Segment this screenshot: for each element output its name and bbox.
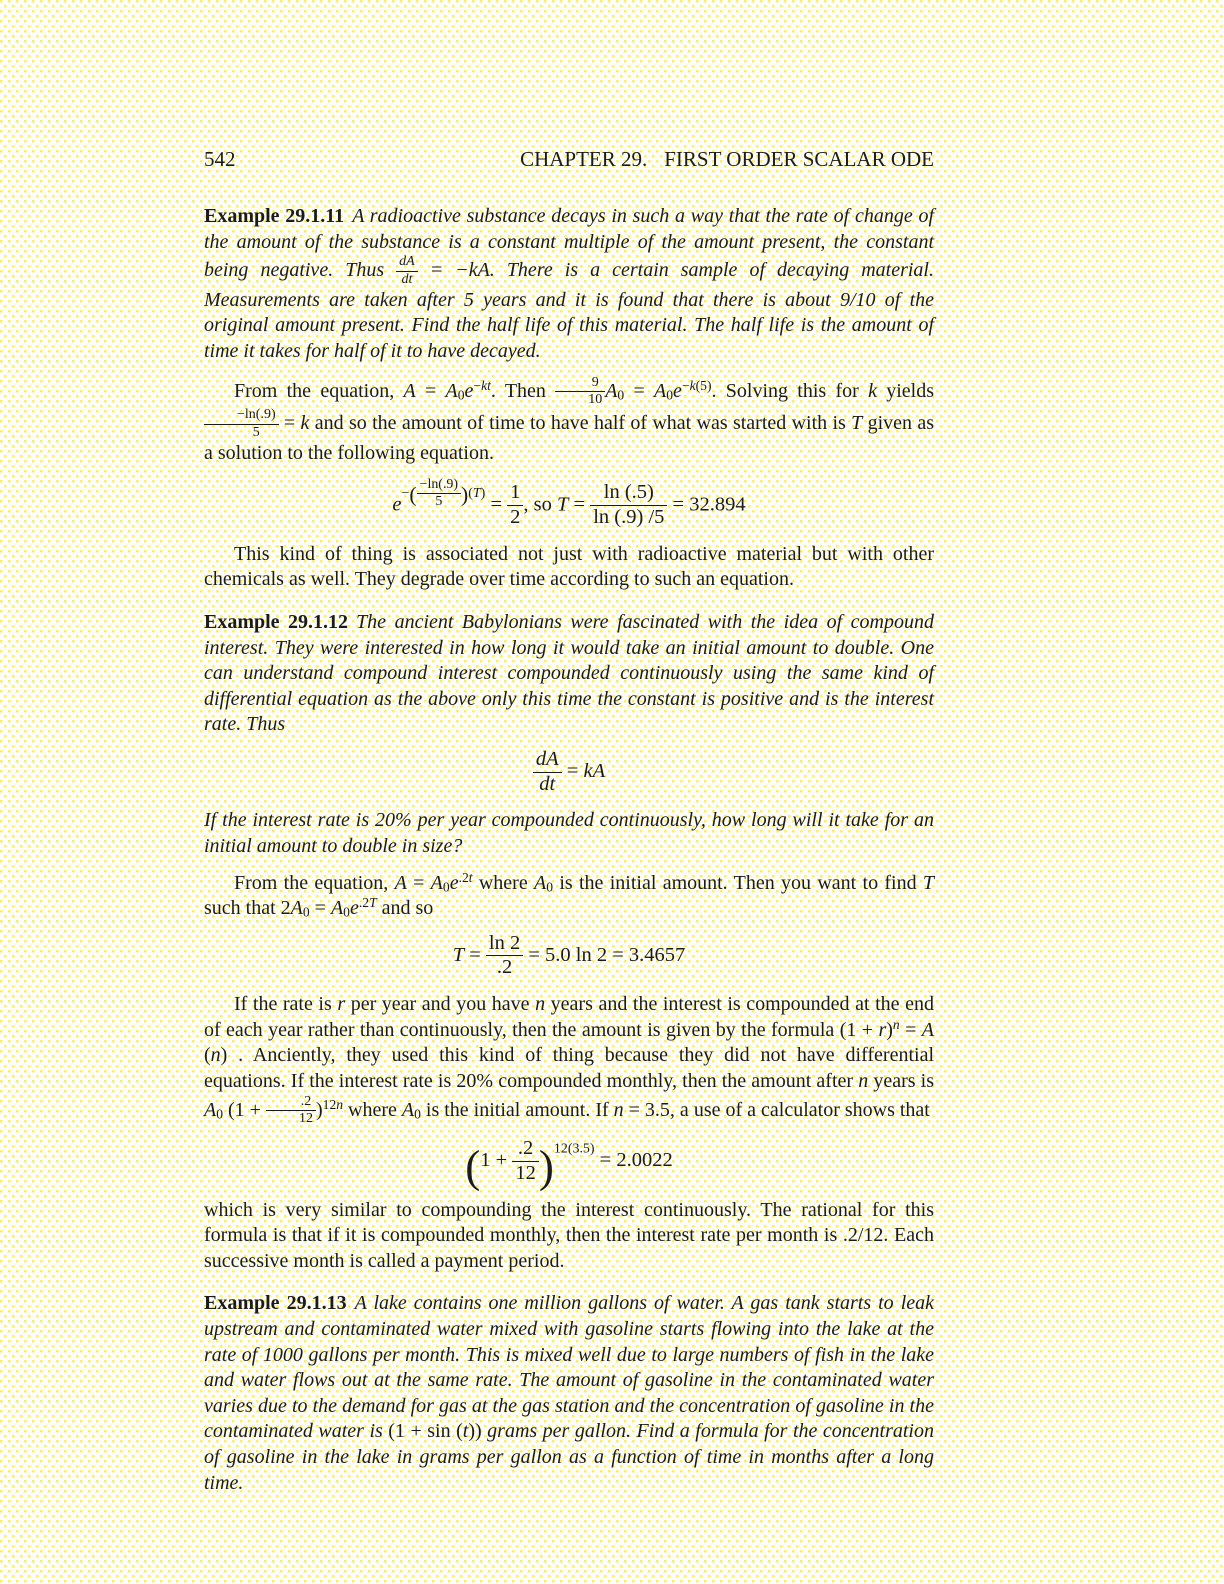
text-run: yields [876,379,934,402]
paragraph [204,204,934,365]
subscript: 0 [343,904,350,920]
italic-text: kt [481,377,491,393]
text-run: = [464,943,486,966]
italic-text: r [337,993,346,1016]
fraction-numerator [486,933,523,957]
italic-text: kA [583,759,606,782]
italic-text: T [851,412,863,435]
text-run: 9 [591,374,599,390]
italic-text: T [369,895,377,911]
paragraph [204,610,934,738]
text-run: From the equation, [234,871,395,894]
fraction-denominator [512,1162,539,1185]
italic-text: dA [399,254,415,270]
fraction-denominator [507,506,523,529]
fraction-numerator [555,376,605,393]
paragraph [204,992,934,1127]
paragraph [204,1291,934,1496]
text-run: If the rate is [234,993,338,1016]
text-run: 12 [515,1161,536,1184]
superscript [359,895,377,910]
page-header [204,148,934,171]
fraction-denominator [204,425,279,441]
example-label: Example 29.1.12 [204,610,349,633]
text-run: . Then [490,379,556,402]
italic-text: A lake contains one million gallons of water. A gas tank starts to leak upstream and contaminated water mixed with gasoline starts flowing into the lake at the rate of 1000 gallons per month. This is mixed well due to large numbers of fish in the lake and water flows out at the same rate. The amount of gasoline in the contaminated water varies due to the demand for gas at the gas station and the concentration of gasoline in the contaminated water is [204,1292,934,1443]
italic-text: A [394,871,407,894]
italic-text: r [878,1018,887,1041]
big-paren: ( [409,482,417,507]
italic-text: T [557,493,569,516]
text-run: − [401,486,410,501]
subscript: 0 [216,1106,224,1122]
text-run: where [343,1098,402,1121]
text-run: = [406,871,431,894]
page-number: 542 [204,147,236,171]
text-run: = 3.5, a use of a calculator shows that [623,1098,930,1121]
text-run: years is [868,1069,934,1092]
italic-text: dt [401,272,413,288]
text-run: where [472,871,535,894]
paragraph [204,542,934,593]
paragraph [204,1198,934,1275]
chapter-number: CHAPTER 29. [520,147,648,171]
display-equation [204,749,934,795]
display-equation [204,933,934,979]
text-run: years and the interest is compounded at the end of each year rather than continuously, then the amount is given by the formula (1 + [204,993,934,1041]
italic-text: A [445,379,458,402]
fraction-numerator [590,482,667,506]
text-run: which is very similar to compounding the interest continuously. The rational for this formula is that if it is compounded monthly, then the interest rate per month is .2/12. Each successive month is called a payment period. [204,1198,934,1272]
italic-text: e [673,379,682,402]
superscript [401,476,486,510]
italic-text: k [689,377,696,393]
italic-text: A [921,1018,934,1041]
text-run: ln (.5) [603,481,654,504]
fraction-denominator [533,773,562,796]
italic-text: e [392,493,402,516]
text-run: This kind of thing is associated not just with radioactive material but with other chemicals as well. They degrade over time according to such an equation. [204,542,934,591]
subscript: 0 [546,879,554,895]
text-run: . Solving this for [711,379,869,402]
italic-text: e [449,871,459,894]
superscript [323,1097,343,1112]
italic-text: n [858,1069,869,1092]
text-run: ) . Anciently, they used this kind of thing because they did not have differential equations. If the interest rate is 20% compounded monthly, then the amount after [204,1044,934,1092]
italic-text: T [922,871,935,894]
fraction-denominator [396,272,418,288]
text-run: ( [204,1044,211,1067]
text-run: ln (.9) /5 [593,506,665,529]
italic-text: A [430,871,443,894]
italic-text: A [605,379,618,402]
text-run: = [899,1018,922,1041]
italic-text: A [204,1098,217,1121]
text-run: = 2.0022 [594,1149,673,1172]
text-run: 12 [322,1096,337,1112]
italic-text: k [868,379,877,402]
italic-text: grams per gallon. Find a formula for the concentration of gasoline in the lake in grams per gallon as a function of time in months after a long time. [204,1420,934,1494]
italic-text: n [210,1044,221,1067]
fraction-denominator [555,392,605,408]
chapter-title: FIRST ORDER SCALAR ODE [664,147,934,171]
paragraph [204,871,934,922]
italic-text: T [452,943,465,966]
big-paren: ) [538,1141,554,1192]
text-run: .2 [300,1093,312,1109]
text-run: = [309,897,331,920]
italic-text: n [613,1098,624,1121]
text-run: ) [886,1018,893,1041]
example-label: Example 29.1.13 [204,1292,347,1315]
italic-text: T [472,486,481,501]
fraction [533,749,562,795]
fraction-denominator [266,1111,316,1127]
subscript: 0 [617,387,625,403]
text-run: is the initial amount. If [420,1098,614,1121]
subscript: 0 [302,904,310,920]
italic-text: A [330,897,344,920]
text-run: 5 [252,425,260,441]
fraction-numerator [266,1095,316,1112]
fraction-denominator [486,956,523,979]
text-run: ) [315,1098,323,1121]
text-run: and so [376,897,434,920]
text-run: and so the amount of time to have half of what was started with is [309,412,852,435]
big-paren: ( [465,1141,481,1192]
superscript [893,1017,900,1032]
text-run: −ln(.9) [419,476,459,492]
display-equation [204,478,934,529]
text-run: = [561,759,584,782]
text-run: )) [468,1420,482,1443]
text-run: − [681,377,690,393]
fraction-denominator [590,506,667,529]
text-run: = [485,493,508,516]
italic-text: A [534,871,547,894]
italic-text: t [468,869,473,885]
text-run: is the initial amount. Then you want to find [553,871,923,894]
big-paren: ) [461,482,469,507]
text-run: given as a solution to the following equation. [204,412,935,464]
text-run: = [624,379,655,402]
fraction-numerator [396,255,418,272]
italic-text: n [892,1016,900,1032]
fraction-numerator [417,478,461,495]
italic-text: e [349,897,359,920]
fraction [590,482,667,528]
text-run: 5 [435,494,443,510]
text-run: ) [480,486,486,501]
fraction [512,1138,539,1184]
subscript: 0 [414,1106,421,1122]
text-run: 12(3.5) [553,1141,595,1157]
text-run: .2 [458,869,469,885]
italic-text: dA [535,747,559,770]
superscript [473,378,490,393]
text-run: (1 + [223,1098,266,1121]
fraction [266,1095,316,1128]
display-equation [204,1137,934,1192]
fraction-numerator [533,749,562,773]
superscript [682,378,712,393]
italic-text: A [401,1098,415,1121]
running-head [520,148,934,171]
fraction [417,478,461,511]
example-label: Example 29.1.11 [204,205,345,227]
italic-text: A radioactive substance decays in such a way that the rate of change of the amount of the substance is a constant multiple of the amount present, the constant being negative. Thus [204,205,935,282]
text-run: 2 [510,506,521,529]
italic-text: dt [539,772,556,795]
text-run: = 5.0 ln 2 = 3.4657 [523,943,686,966]
italic-text: = −kA. There is a certain sample of decaying material. Measurements are taken after 5 years and it is found that there is about 9/10 of the original amount present. Find the half life of this material. The half life is the amount of time it takes for half of it to have decayed. [204,259,934,363]
text-run: = 32.894 [667,493,746,516]
text-run: 1 [510,481,521,504]
italic-text: The ancient Babylonians were fascinated with the idea of compound interest. They were interested in how long it would take an initial amount to double. One can understand compound interest compounded continuously using the same kind of differential equation as the above only this time the constant is positive and is the interest rate. Thus [204,610,934,736]
text-run: 12 [298,1111,313,1127]
text-run: .2 [496,956,513,979]
fraction-numerator [204,408,279,425]
text-run: (1 + sin ( [388,1420,463,1443]
italic-text: A [403,379,416,402]
text-run: − [473,377,482,393]
fraction-denominator [417,494,461,510]
italic-text: t [462,1420,469,1443]
superscript [459,870,473,885]
superscript [554,1142,595,1157]
italic-text: n [336,1096,344,1112]
text-run: = [415,379,446,402]
text-run: ( [468,486,473,501]
text-run: From the equation, [234,379,404,402]
text-run: , so [523,493,557,516]
subscript: 0 [457,387,465,403]
text-run: per year and you have [345,993,536,1016]
text-run: −ln(.9) [237,407,276,423]
italic-text: n [535,993,546,1016]
italic-text: A [654,379,667,402]
italic-text: If the interest rate is 20% per year compounded continuously, how long will it take for an initial amount to double in size? [204,809,934,857]
fraction [555,376,605,409]
subscript: 0 [666,387,674,403]
fraction-numerator [512,1138,539,1162]
text-run: (5) [695,377,712,393]
italic-text: k [300,412,310,435]
text-run: 10 [588,392,603,408]
text-run: ln 2 [488,931,521,954]
text-run: .2 [358,895,370,911]
text-run: such that 2 [204,897,291,920]
page-body [204,204,934,1496]
italic-text: A [290,897,303,920]
text-run: = [568,493,591,516]
fraction [486,933,523,979]
paragraph [204,376,934,467]
fraction [507,482,523,528]
fraction [204,408,279,441]
italic-text: e [464,379,474,402]
text-run: .2 [517,1137,534,1160]
fraction [396,255,418,288]
text-run: = [278,412,301,435]
subscript: 0 [442,879,450,895]
text-run: 1 + [480,1149,513,1172]
paragraph [204,808,934,859]
fraction-numerator [507,482,523,506]
